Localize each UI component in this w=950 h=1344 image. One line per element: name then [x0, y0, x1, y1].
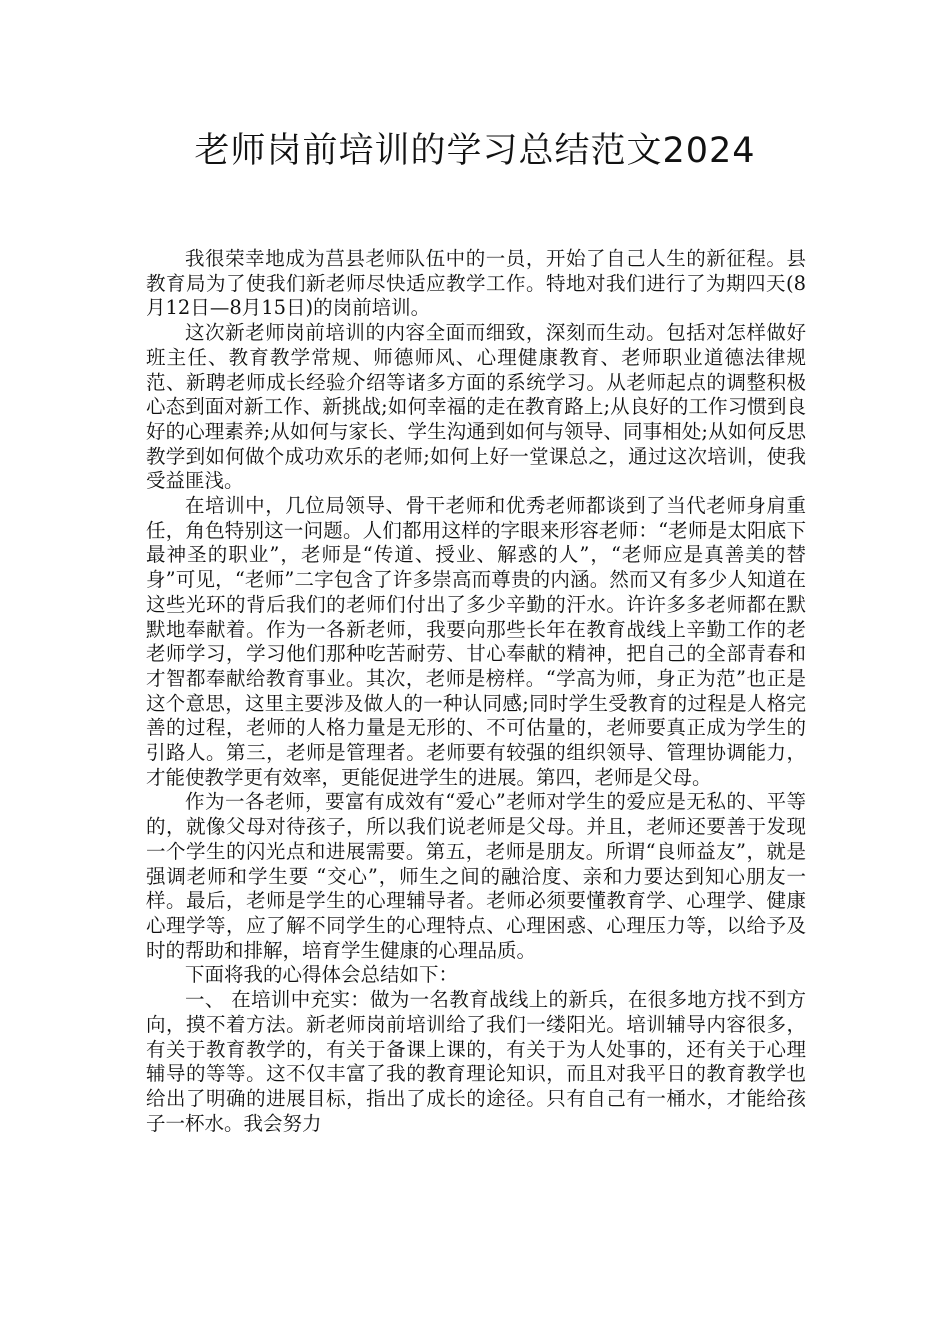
document-title: 老师岗前培训的学习总结范文2024: [194, 131, 756, 171]
document-body: [146, 247, 806, 1136]
paragraph-6: 一、 在培训中充实：做为一名教育战线上的新兵，在很多地方找不到方向，摸不着方法。新老师岗前培训给了我们一缕阳光。培训辅导内容很多，有关于教育教学的，有关于备课上课的，有关于为人处事的，还有关于心理辅导的等等。这不仅丰富了我的教育理论知识，而且对我平日的教育教学也给出了明确的进展目标，指出了成长的途径。只有自己有一桶水，才能给孩子一杯水。我会努力: [146, 988, 806, 1135]
paragraph-3: 在培训中，几位局领导、骨干老师和优秀老师都谈到了当代老师身肩重任，角色特别这一问题。人们都用这样的字眼来形容老师：“老师是太阳底下最神圣的职业”，老师是“传道、授业、解惑的人”，“老师应是真善美的替身”可见，“老师”二字包含了许多崇高而尊贵的内涵。然而又有多少人知道在这些光环的背后我们的老师们付出了多少辛勤的汗水。许许多多老师都在默默地奉献着。作为一各新老师，我要向那些长年在教育战线上辛勤工作的老老师学习，学习他们那种吃苦耐劳、甘心奉献的精神，把自己的全部青春和才智都奉献给教育事业。其次，老师是榜样。“学高为师，身正为范”也正是这个意思，这里主要涉及做人的一种认同感;同时学生受教育的过程是人格完善的过程，老师的人格力量是无形的、不可估量的，老师要真正成为学生的引路人。第三，老师是管理者。老师要有较强的组织领导、管理协调能力，才能使教学更有效率，更能促进学生的进展。第四，老师是父母。: [146, 494, 806, 789]
paragraph-1: 我很荣幸地成为莒县老师队伍中的一员，开始了自己人生的新征程。县教育局为了使我们新老师尽快适应教学工作。特地对我们进行了为期四天(8月12日—8月15日)的岗前培训。: [146, 247, 806, 320]
paragraph-5: 下面将我的心得体会总结如下：: [185, 963, 459, 987]
paragraph-2: 这次新老师岗前培训的内容全面而细致，深刻而生动。包括对怎样做好班主任、教育教学常规、师德师风、心理健康教育、老师职业道德法律规范、新聘老师成长经验介绍等诸多方面的系统学习。从老师起点的调整积极心态到面对新工作、新挑战;如何幸福的走在教育路上;从良好的工作习惯到良好的心理素养;从如何与家长、学生沟通到如何与领导、同事相处;从如何反思教学到如何做个成功欢乐的老师;如何上好一堂课总之，通过这次培训，使我受益匪浅。: [146, 321, 806, 493]
paragraph-4: 作为一各老师，要富有成效有“爱心”老师对学生的爱应是无私的、平等的，就像父母对待孩子，所以我们说老师是父母。并且，老师还要善于发现一个学生的闪光点和进展需要。第五，老师是朋友。所谓“良师益友”，就是强调老师和学生要 “交心”，师生之间的融洽度、亲和力要达到知心朋友一样。最后，老师是学生的心理辅导者。老师必须要懂教育学、心理学、健康心理学等，应了解不同学生的心理特点、心理困惑、心理压力等，以给予及时的帮助和排解，培育学生健康的心理品质。: [146, 790, 806, 962]
